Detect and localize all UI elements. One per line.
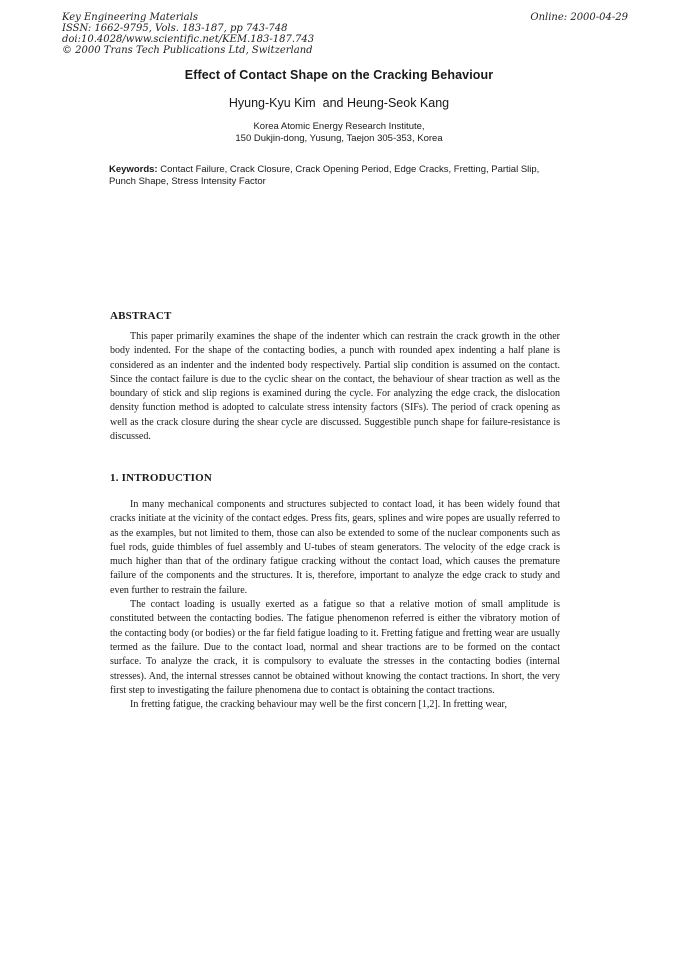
intro-paragraph: The contact loading is usually exerted as a fatigue so that a relative motion of small amplitude is constituted between the contacting bodies. The fatigue phenomenon referred is either the vibratory motion of the contacting body (or bodies) or the far field fatigue loading to it. Fretting fatigue and fretting wear are usually termed as the failure. Due to the contact load, normal and shear tractions are to be formed on the contact surface. To analyze the crack, it is compulsory to evaluate the stresses in the contacting bodies (internal stresses). And, the internal stresses cannot be obtained without knowing the contact tractions. In short, the very first step to investigating the failure phenomena due to contact is obtaining the contact tractions. xyxy=(110,599,560,696)
affiliation xyxy=(0,121,678,145)
intro-paragraph: In many mechanical components and structures subjected to contact load, it has been widely found that cracks initiate at the vicinity of the contact edges. Press fits, gears, splines and wire popes are usually referred to as the examples, but not limited to them, those can also be extended to some of the nuclear components such as fuel rods, guide thimbles of fuel assembly and U-tubes of steam generators. The velocity of the edge crack is much higher than that of the ordinary fatigue cracking without the contact load, which causes the premature failure of the components and the structures. It is, therefore, important to analyze the edge crack to study and even further to restrain the failure. xyxy=(110,499,560,596)
abstract-paragraph: This paper primarily examines the shape of the indenter which can restrain the crack growth in the other body indented. For the shape of the contacting bodies, a punch with rounded apex indenting a half plane is considered as an indenter and the indented body respectively. Partial slip condition is assumed on the contact. Since the contact failure is due to the cyclic shear on the contact, the behaviour of shear traction as well as the boundary of stick and slip regions is examined during the cycle. For analyzing the edge crack, the dislocation density function method is adopted to calculate stress intensity factors (SIFs). The period of crack opening as well as the crack closure during the shear cycle are discussed. Suggestible punch shape for failure-resistance is discussed. xyxy=(110,331,560,443)
journal-name: Key Engineering Materials xyxy=(62,12,198,23)
introduction-heading: 1. INTRODUCTION xyxy=(110,472,213,484)
paper-title: Effect of Contact Shape on the Cracking Behaviour xyxy=(184,68,494,82)
doi-line: doi:10.4028/www.scientific.net/KEM.183-187.743 xyxy=(62,34,315,45)
paper-authors: Hyung-Kyu Kim and Heung-Seok Kang xyxy=(228,96,450,110)
keywords xyxy=(109,164,559,188)
copyright-line: © 2000 Trans Tech Publications Ltd, Switzerland xyxy=(62,45,313,56)
introduction-body xyxy=(110,498,560,712)
journal-header xyxy=(62,12,314,56)
online-date: Online: 2000-04-29 xyxy=(530,12,628,23)
intro-paragraph: In fretting fatigue, the cracking behaviour may well be the first concern [1,2]. In fretting wear, xyxy=(130,699,507,711)
abstract-heading: ABSTRACT xyxy=(110,310,172,322)
issn-line: ISSN: 1662-9795, Vols. 183-187, pp 743-748 xyxy=(62,23,288,34)
keywords-text: Contact Failure, Crack Closure, Crack Opening Period, Edge Cracks, Fretting, Partial Slip, Punch Shape, Stress Intensity Factor xyxy=(109,164,540,187)
abstract-body xyxy=(110,330,560,444)
keywords-label: Keywords: xyxy=(109,164,158,175)
affiliation-line: Korea Atomic Energy Research Institute, xyxy=(253,121,425,132)
affiliation-line: 150 Dukjin-dong, Yusung, Taejon 305-353, Korea xyxy=(235,133,443,144)
